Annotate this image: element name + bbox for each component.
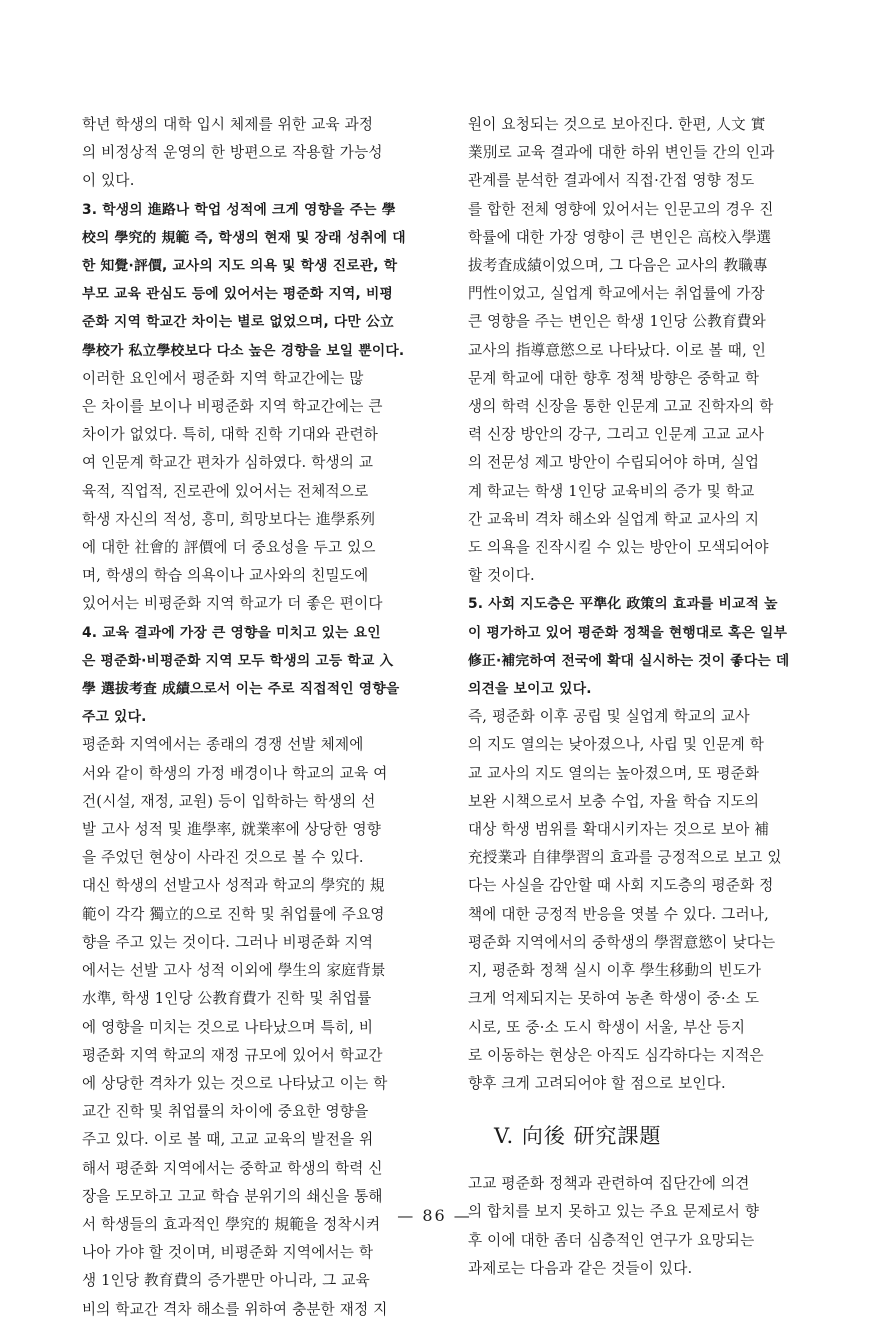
text-line: 생 1인당 教育費의 증가뿐만 아니라, 그 교육 bbox=[82, 1272, 370, 1290]
text-line: 크게 억제되지는 못하여 농촌 학생이 중·소 도 bbox=[468, 990, 760, 1008]
left-column bbox=[82, 111, 438, 1324]
text-line: 문계 학교에 대한 향후 정책 방향은 중학교 학 bbox=[468, 369, 760, 387]
text-line: 비의 학교간 격차 해소를 위하여 충분한 재정 지 bbox=[82, 1300, 388, 1318]
text-line: 에 상당한 격차가 있는 것으로 나타났고 이는 학 bbox=[82, 1074, 388, 1092]
text-line: 에서는 선발 고사 성적 이외에 學生의 家庭背景 bbox=[82, 962, 386, 980]
text-line: 계 학교는 학생 1인당 교육비의 증가 및 학교 bbox=[468, 482, 755, 500]
text-line: 한 知覺·評價, 교사의 지도 의욕 및 학생 진로관, 학 bbox=[82, 258, 398, 275]
text-line: 평준화 지역 학교의 재정 규모에 있어서 학교간 bbox=[82, 1046, 383, 1064]
text-line: 學 選拔考査 成績으로서 이는 주로 직접적인 영향을 bbox=[82, 681, 400, 698]
text-line: 서와 같이 학생의 가정 배경이나 학교의 교육 여 bbox=[82, 764, 388, 782]
text-line: 에 영향을 미치는 것으로 나타났으며 특히, 비 bbox=[82, 1018, 374, 1036]
text-line: 拔考査成績이었으며, 그 다음은 교사의 教職專 bbox=[468, 257, 768, 275]
body-paragraph bbox=[468, 703, 826, 1098]
text-line: 業別로 교육 결과에 대한 하위 변인들 간의 인과 bbox=[468, 144, 775, 162]
text-line: 대신 학생의 선발고사 성적과 학교의 學究的 規 bbox=[82, 877, 385, 895]
text-line: 이 평가하고 있어 평준화 정책을 현행대로 혹은 일부 bbox=[468, 624, 788, 641]
text-line: 을 주었던 현상이 사라진 것으로 볼 수 있다. bbox=[82, 849, 364, 867]
text-line: 로 이동하는 현상은 아직도 심각하다는 지적은 bbox=[468, 1046, 764, 1064]
section-heading: V. 向後 研究課題 bbox=[494, 1124, 662, 1149]
text-line: 교사의 指導意慾으로 나타났다. 이로 볼 때, 인 bbox=[468, 341, 767, 359]
text-line: 보완 시책으로서 보충 수업, 자율 학습 지도의 bbox=[468, 792, 760, 810]
text-line: 과제로는 다음과 같은 것들이 있다. bbox=[468, 1259, 693, 1277]
text-line: 이러한 요인에서 평준화 지역 학교간에는 많 bbox=[82, 369, 364, 387]
text-line: 修正·補完하여 전국에 확대 실시하는 것이 좋다는 데 bbox=[468, 652, 790, 669]
text-line: 원이 요청되는 것으로 보아진다. 한편, 人文 實 bbox=[468, 116, 766, 133]
text-line: 를 합한 전체 영향에 있어서는 인문고의 경우 진 bbox=[468, 200, 774, 218]
text-line: 준화 지역 학교간 차이는 별로 없었으며, 다만 公立 bbox=[82, 314, 394, 331]
text-line: 5. 사회 지도층은 平準化 政策의 효과를 비교적 높 bbox=[468, 596, 778, 613]
text-line: 門性이었고, 실업계 학교에서는 취업률에 가장 bbox=[468, 285, 765, 303]
text-line: 즉, 평준화 이후 공립 및 실업계 학교의 교사 bbox=[468, 708, 750, 726]
text-line: 며, 학생의 학습 의욕이나 교사와의 친밀도에 bbox=[82, 567, 369, 585]
text-line: 학년 학생의 대학 입시 체제를 위한 교육 과정 bbox=[82, 116, 374, 133]
text-line: 생의 학력 신장을 통한 인문계 고교 진학자의 학 bbox=[468, 398, 774, 416]
text-line: 은 차이를 보이나 비평준화 지역 학교간에는 큰 bbox=[82, 398, 383, 416]
text-line: 부모 교육 관심도 등에 있어서는 평준화 지역, 비평 bbox=[82, 286, 394, 303]
text-line: 의견을 보이고 있다. bbox=[468, 681, 592, 698]
text-line: 여 인문계 학교간 편차가 심하였다. 학생의 교 bbox=[82, 454, 374, 472]
text-line: 에 대한 社會的 評價에 더 중요성을 두고 있으 bbox=[82, 539, 376, 557]
text-line: 책에 대한 긍정적 반응을 엿볼 수 있다. 그러나, bbox=[468, 905, 769, 923]
text-line: 큰 영향을 주는 변인은 학생 1인당 公教育費와 bbox=[468, 313, 766, 331]
text-line: 육적, 직업적, 진로관에 있어서는 전체적으로 bbox=[82, 482, 369, 500]
text-line: 의 전문성 제고 방안이 수립되어야 하며, 실업 bbox=[468, 454, 760, 472]
text-line: 간 교육비 격차 해소와 실업계 학교 교사의 지 bbox=[468, 510, 760, 528]
finding-paragraph bbox=[468, 590, 826, 703]
text-line: 範이 각각 獨立的으로 진학 및 취업률에 주요영 bbox=[82, 905, 385, 923]
body-paragraph bbox=[468, 1170, 826, 1283]
text-line: 學校가 私立學校보다 다소 높은 경향을 보일 뿐이다. bbox=[82, 342, 405, 359]
text-line: 水準, 학생 1인당 公教育費가 진학 및 취업률 bbox=[82, 990, 372, 1008]
text-line: 의 합치를 보지 못하고 있는 주요 문제로서 향 bbox=[468, 1203, 760, 1221]
text-line: 나아 가야 할 것이며, 비평준화 지역에서는 학 bbox=[82, 1244, 374, 1262]
text-line: 관계를 분석한 결과에서 직접·간접 영향 정도 bbox=[468, 172, 755, 190]
text-line: 주고 있다. 이로 볼 때, 고교 교육의 발전을 위 bbox=[82, 1131, 374, 1149]
text-line: 4. 교육 결과에 가장 큰 영향을 미치고 있는 요인 bbox=[82, 624, 381, 641]
text-line: 校의 學究的 規範 즉, 학생의 현재 및 장래 성취에 대 bbox=[82, 229, 406, 246]
text-line: 의 지도 열의는 낮아졌으나, 사립 및 인문계 학 bbox=[468, 736, 765, 754]
text-line: 후 이에 대한 좀더 심층적인 연구가 요망되는 bbox=[468, 1231, 755, 1249]
text-line: 학생 자신의 적성, 흥미, 희망보다는 進學系列 bbox=[82, 510, 376, 528]
text-line: 고교 평준화 정책과 관련하여 집단간에 의견 bbox=[468, 1175, 750, 1193]
text-line: 교간 진학 및 취업률의 차이에 중요한 영향을 bbox=[82, 1103, 369, 1121]
text-line: 향을 주고 있는 것이다. 그러나 비평준화 지역 bbox=[82, 933, 374, 951]
text-line: 도 의욕을 진작시킬 수 있는 방안이 모색되어야 bbox=[468, 539, 769, 557]
text-line: 건(시설, 재정, 교원) 등이 입학하는 학생의 선 bbox=[82, 792, 376, 810]
text-line: 서 학생들의 효과적인 學究的 規範을 정착시켜 bbox=[82, 1215, 381, 1233]
text-line: 시로, 또 중·소 도시 학생이 서울, 부산 등지 bbox=[468, 1018, 746, 1036]
text-line: 할 것이다. bbox=[468, 567, 535, 585]
body-paragraph bbox=[82, 731, 438, 1323]
text-line: 평준화 지역에서는 종래의 경쟁 선발 체제에 bbox=[82, 736, 364, 754]
text-line: 다는 사실을 감안할 때 사회 지도층의 평준화 정 bbox=[468, 877, 774, 895]
text-line: 대상 학생 범위를 확대시키자는 것으로 보아 補 bbox=[468, 821, 770, 839]
text-line: 의 비정상적 운영의 한 방편으로 작용할 가능성 bbox=[82, 144, 383, 162]
text-line: 차이가 없었다. 특히, 대학 진학 기대와 관련하 bbox=[82, 426, 379, 444]
text-line: 향후 크게 고려되어야 할 점으로 보인다. bbox=[468, 1074, 726, 1092]
finding-paragraph bbox=[82, 196, 438, 365]
text-line: 장을 도모하고 고교 학습 분위기의 쇄신을 통해 bbox=[82, 1187, 383, 1205]
body-paragraph bbox=[82, 111, 438, 196]
finding-paragraph bbox=[82, 619, 438, 732]
right-column bbox=[468, 111, 826, 1283]
text-line: 充授業과 自律學習의 효과를 긍정적으로 보고 있 bbox=[468, 849, 782, 867]
text-line: 력 신장 방안의 강구, 그리고 인문계 고교 교사 bbox=[468, 426, 765, 444]
text-line: 지, 평준화 정책 실시 이후 學生移動의 빈도가 bbox=[468, 962, 762, 980]
text-line: 은 평준화·비평준화 지역 모두 학생의 고등 학교 入 bbox=[82, 652, 394, 669]
body-paragraph bbox=[468, 111, 826, 590]
text-line: 이 있다. bbox=[82, 172, 135, 190]
text-line: 있어서는 비평준화 지역 학교가 더 좋은 편이다 bbox=[82, 595, 383, 613]
text-line: 교 교사의 지도 열의는 높아졌으며, 또 평준화 bbox=[468, 764, 760, 782]
body-paragraph bbox=[82, 365, 438, 619]
text-line: 평준화 지역에서의 중학생의 學習意慾이 낮다는 bbox=[468, 933, 776, 951]
text-line: 해서 평준화 지역에서는 중학교 학생의 학력 신 bbox=[82, 1159, 383, 1177]
page-number: — 86 — bbox=[397, 1206, 472, 1225]
text-line: 학률에 대한 가장 영향이 큰 변인은 高校入學選 bbox=[468, 228, 772, 246]
text-line: 주고 있다. bbox=[82, 709, 147, 726]
text-line: 3. 학생의 進路나 학업 성적에 크게 영향을 주는 學 bbox=[82, 201, 396, 218]
text-line: 발 고사 성적 및 進學率, 就業率에 상당한 영향 bbox=[82, 821, 382, 839]
